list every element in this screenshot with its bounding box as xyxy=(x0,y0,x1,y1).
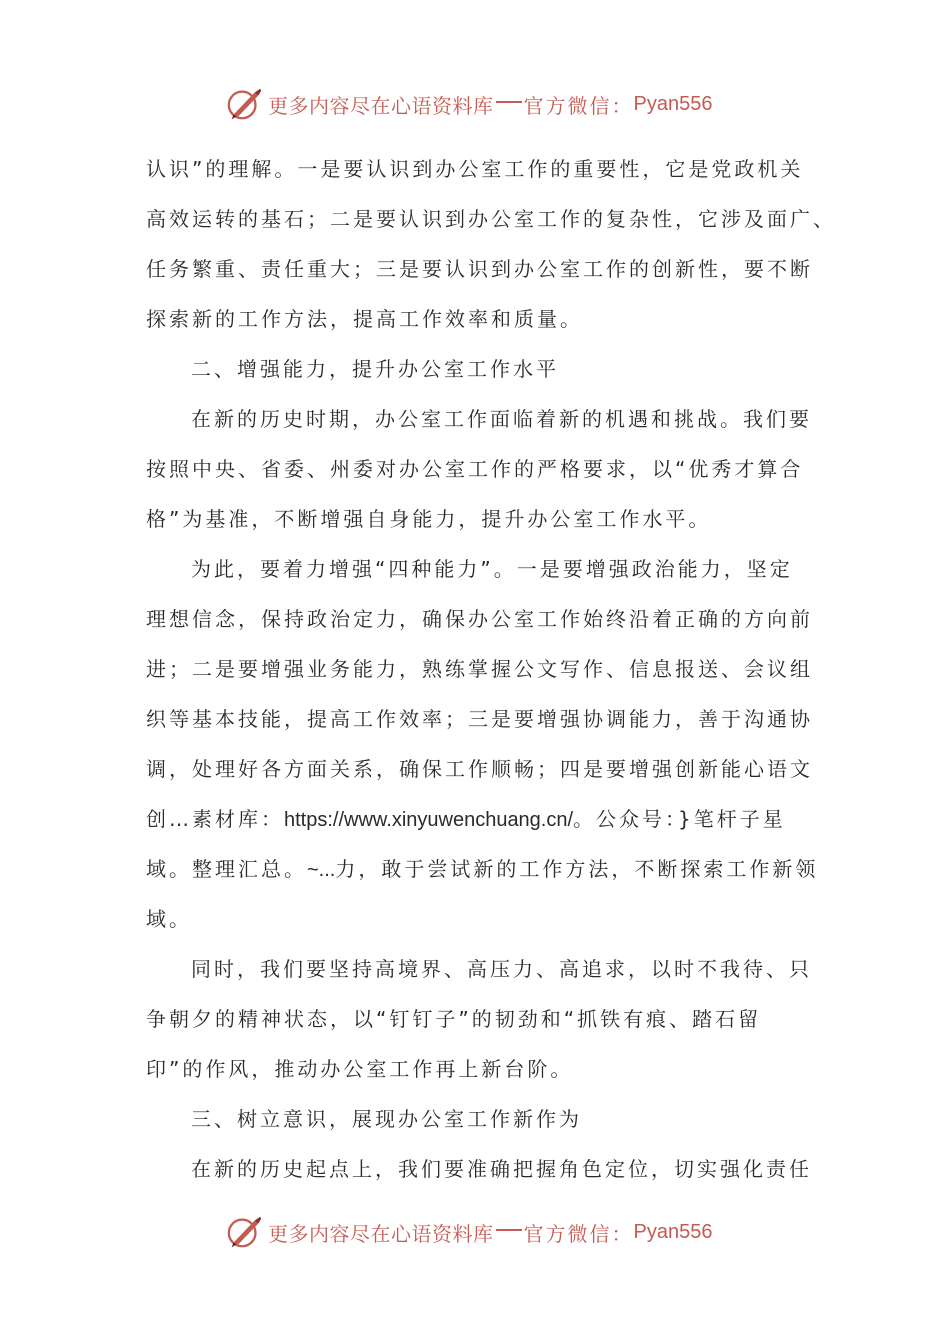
banner-dash xyxy=(496,101,522,103)
text-line: 高效运转的基石；二是要认识到办公室工作的复杂性，它涉及面广、 xyxy=(146,207,836,231)
text-line xyxy=(146,844,819,894)
text-line: 认识”的理解。一是要认识到办公室工作的重要性，它是党政机关 xyxy=(146,157,804,181)
text-line: 域。 xyxy=(146,907,192,931)
section-heading-2: 二、增强能力，提升办公室工作水平 xyxy=(191,357,559,381)
text-line: 任务繁重、责任重大；三是要认识到办公室工作的创新性，要不断 xyxy=(146,257,813,281)
section-heading-3: 三、树立意识，展现办公室工作新作为 xyxy=(191,1107,582,1131)
text-line: 同时，我们要坚持高境界、高压力、高追求，以时不我待、只 xyxy=(191,957,812,981)
banner-wechat-id: Pyan556 xyxy=(633,92,713,115)
text-line: 进；二是要增强业务能力，熟练掌握公文写作、信息报送、会议组 xyxy=(146,657,813,681)
text-segment-latin: ~... xyxy=(307,859,336,881)
footer-banner xyxy=(226,1212,712,1252)
text-line: 争朝夕的精神状态，以“钉钉子”的韧劲和“抓铁有痕、踏石留 xyxy=(146,1007,762,1031)
banner-main-text: 更多内容尽在心语资料库 xyxy=(268,1221,494,1246)
pen-logo-icon xyxy=(226,85,264,123)
banner-wechat-label: 官方微信： xyxy=(523,1221,634,1246)
pen-logo-icon xyxy=(226,1213,264,1251)
text-line: 织等基本技能，提高工作效率；三是要增强协调能力，善于沟通协 xyxy=(146,707,813,731)
text-line: 调，处理好各方面关系，确保工作顺畅；四是要增强创新能心语文 xyxy=(146,757,813,781)
header-banner xyxy=(226,84,712,124)
text-segment: 。公众号：}笔杆子星 xyxy=(573,807,786,831)
text-line-with-url xyxy=(146,794,810,844)
text-segment: 创…素材库： xyxy=(146,807,284,831)
text-segment: 力，敢于尝试新的工作方法，不断探索工作新领 xyxy=(335,857,819,881)
text-line: 在新的历史起点上，我们要准确把握角色定位，切实强化责任 xyxy=(191,1157,812,1181)
text-line: 探索新的工作方法，提高工作效率和质量。 xyxy=(146,307,583,331)
banner-wechat-id: Pyan556 xyxy=(633,1220,713,1243)
text-segment: 域。整理汇总。 xyxy=(146,857,307,881)
document-body xyxy=(146,144,836,1194)
text-line: 格”为基准，不断增强自身能力，提升办公室工作水平。 xyxy=(146,507,712,531)
text-line: 印”的作风，推动办公室工作再上新台阶。 xyxy=(146,1057,574,1081)
website-url: https://www.xinyuwenchuang.cn/ xyxy=(284,809,574,831)
text-line: 按照中央、省委、州委对办公室工作的严格要求，以“优秀才算合 xyxy=(146,457,804,481)
banner-main-text: 更多内容尽在心语资料库 xyxy=(268,93,494,118)
text-line: 为此，要着力增强“四种能力”。一是要增强政治能力，坚定 xyxy=(191,557,793,581)
banner-dash xyxy=(496,1229,522,1231)
text-line: 理想信念，保持政治定力，确保办公室工作始终沿着正确的方向前 xyxy=(146,607,813,631)
text-line: 在新的历史时期，办公室工作面临着新的机遇和挑战。我们要 xyxy=(191,407,812,431)
banner-wechat-label: 官方微信： xyxy=(523,93,634,118)
